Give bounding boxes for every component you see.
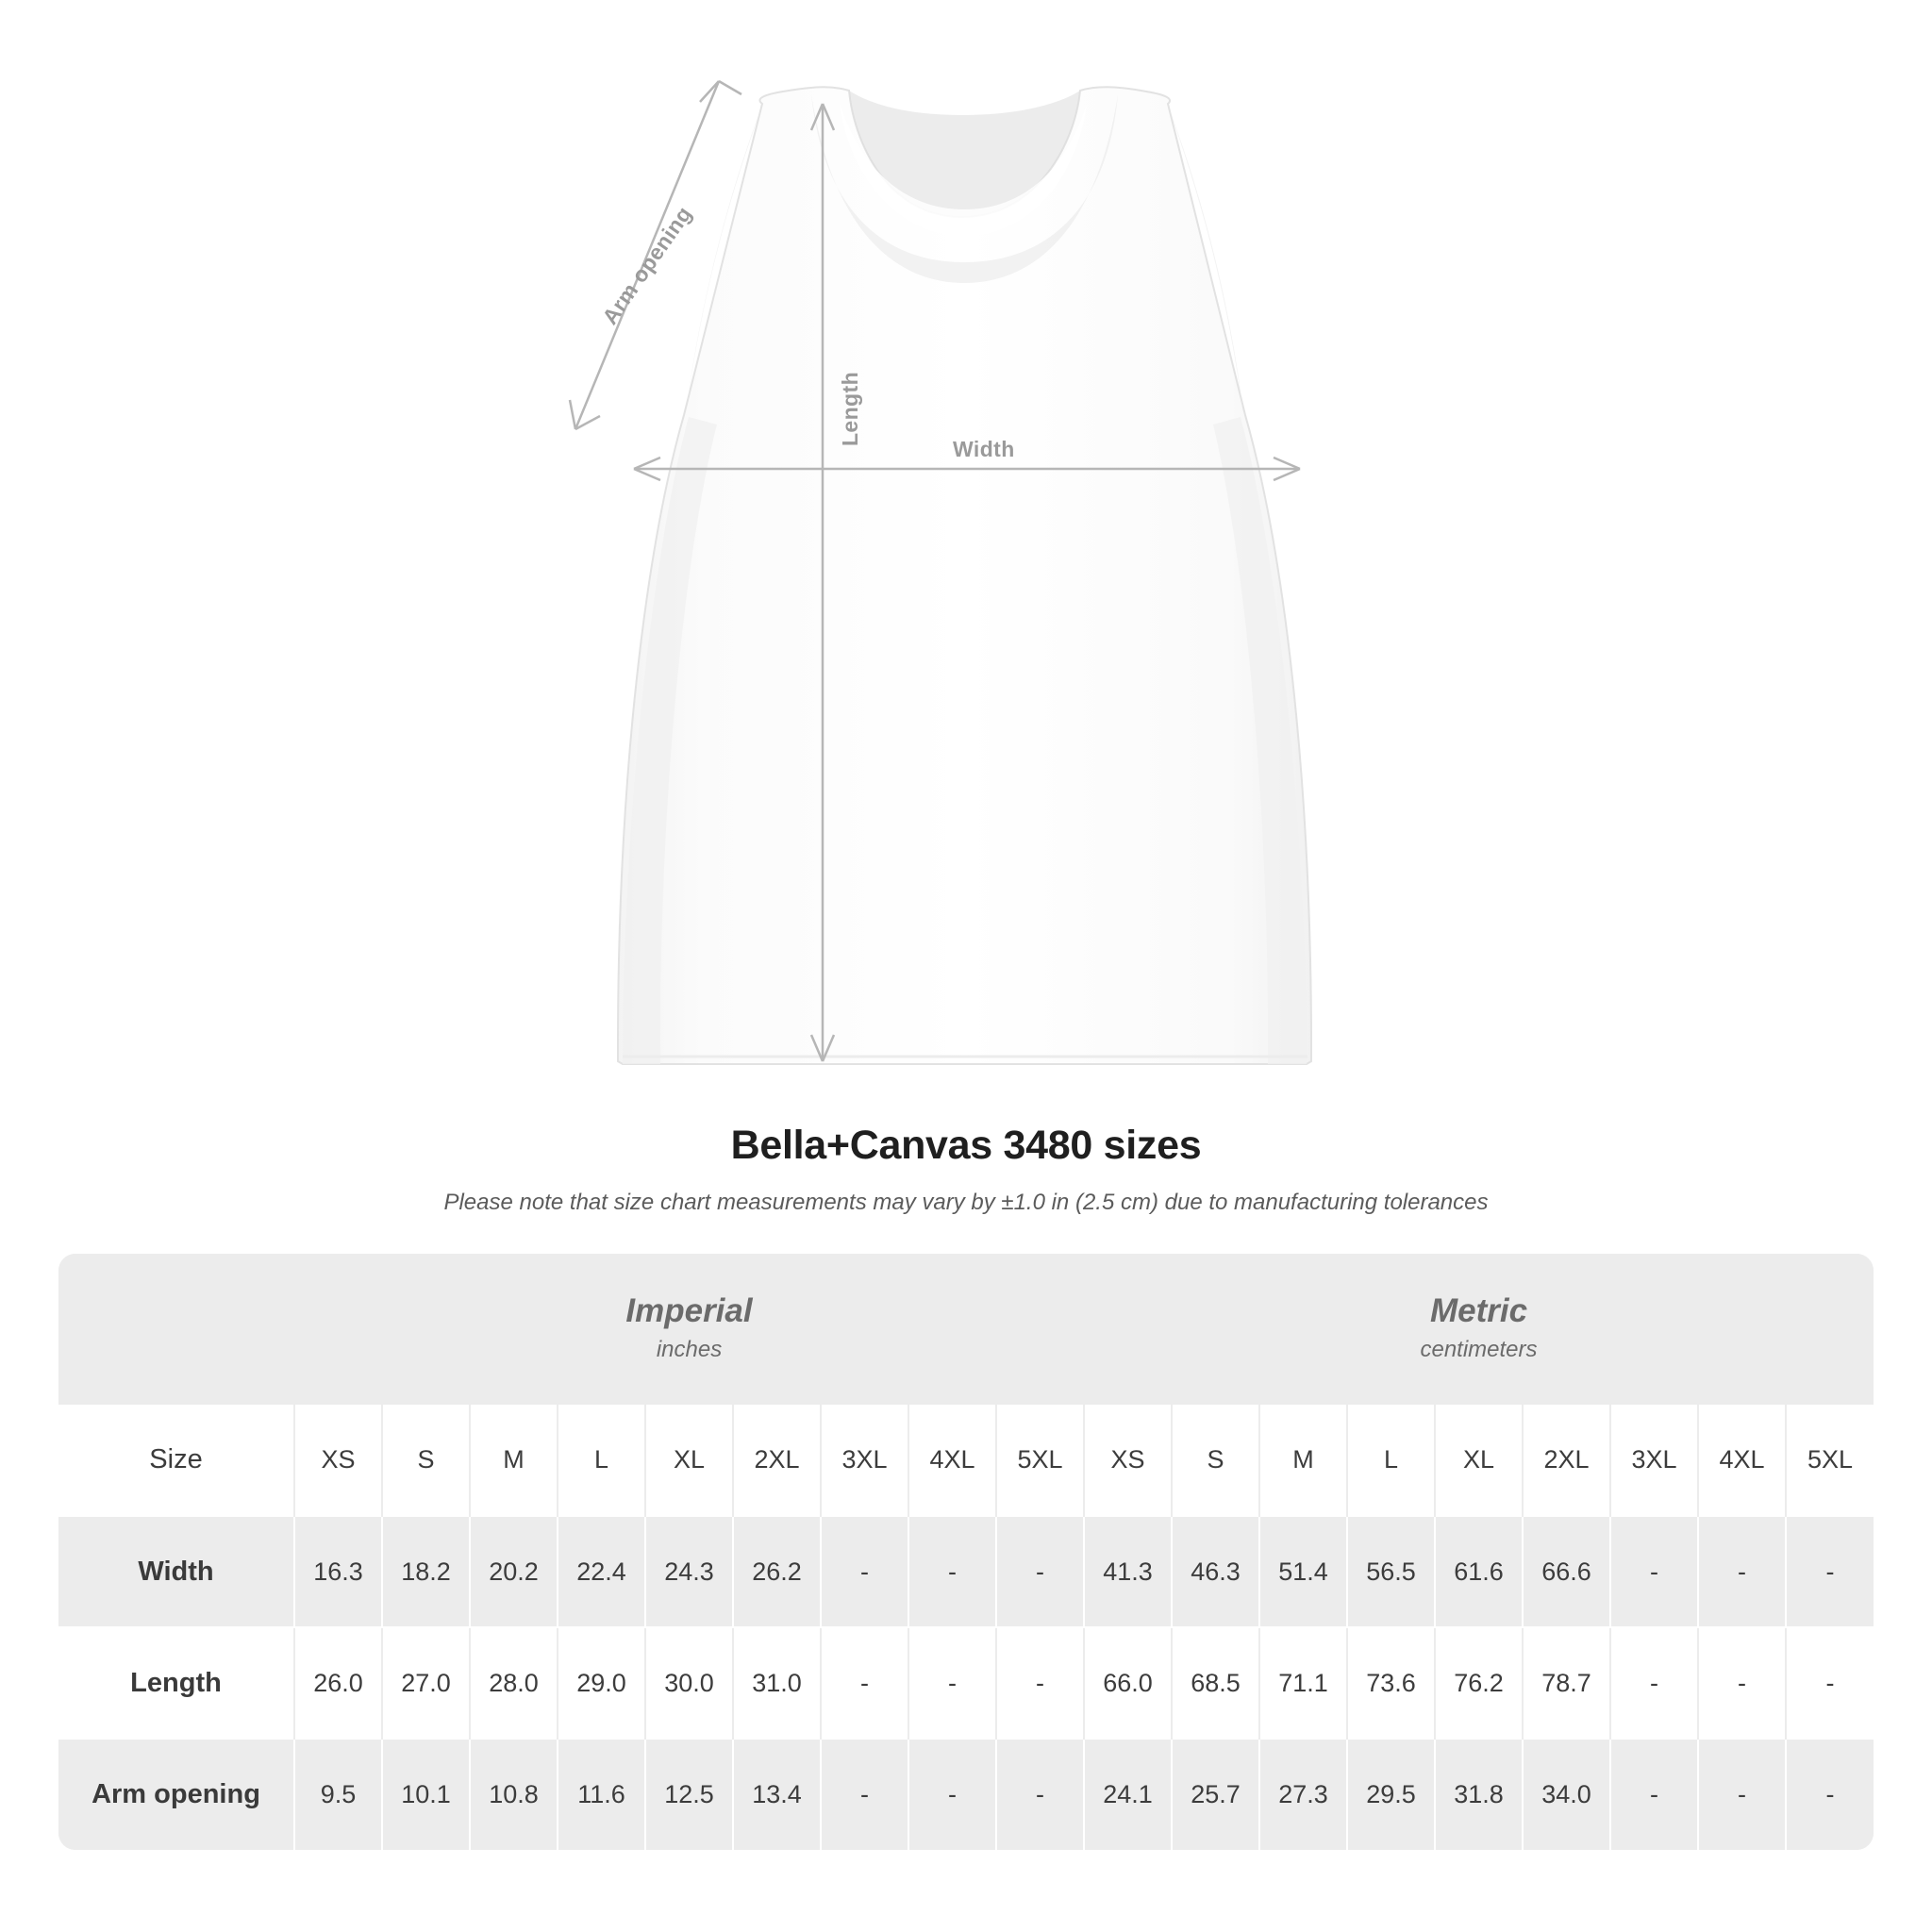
cell-width-metric-3xl: - (1610, 1516, 1698, 1627)
table-row (58, 1627, 1874, 1739)
cell-arm-imperial-3xl: - (821, 1739, 908, 1850)
cell-length-imperial-xl: 30.0 (645, 1627, 733, 1739)
cell-width-imperial-5xl: - (996, 1516, 1084, 1627)
size-header-metric-3xl: 3XL (1610, 1405, 1698, 1516)
size-header-label: Size (58, 1405, 294, 1516)
cell-width-metric-m: 51.4 (1259, 1516, 1347, 1627)
cell-width-metric-l: 56.5 (1347, 1516, 1435, 1627)
cell-width-imperial-l: 22.4 (558, 1516, 645, 1627)
cell-width-metric-s: 46.3 (1172, 1516, 1259, 1627)
cell-arm-imperial-xs: 9.5 (294, 1739, 382, 1850)
cell-length-metric-s: 68.5 (1172, 1627, 1259, 1739)
cell-arm-metric-xl: 31.8 (1435, 1739, 1523, 1850)
unit-imperial-sub: inches (656, 1336, 723, 1362)
cell-arm-imperial-l: 11.6 (558, 1739, 645, 1850)
unit-metric-sub: centimeters (1420, 1336, 1538, 1362)
cell-width-metric-4xl: - (1698, 1516, 1786, 1627)
size-header-row (58, 1405, 1874, 1516)
cell-length-metric-3xl: - (1610, 1627, 1698, 1739)
unit-header-metric (1084, 1254, 1874, 1405)
cell-width-imperial-3xl: - (821, 1516, 908, 1627)
cell-length-imperial-s: 27.0 (382, 1627, 470, 1739)
cell-arm-metric-xs: 24.1 (1084, 1739, 1172, 1850)
cell-width-metric-xl: 61.6 (1435, 1516, 1523, 1627)
length-dimension-label: Length (838, 371, 863, 447)
cell-length-metric-xl: 76.2 (1435, 1627, 1523, 1739)
table-row (58, 1516, 1874, 1627)
size-header-imperial-m: M (470, 1405, 558, 1516)
cell-length-imperial-4xl: - (908, 1627, 996, 1739)
cell-length-metric-l: 73.6 (1347, 1627, 1435, 1739)
cell-width-imperial-4xl: - (908, 1516, 996, 1627)
size-header-metric-5xl: 5XL (1786, 1405, 1874, 1516)
size-header-imperial-4xl: 4XL (908, 1405, 996, 1516)
cell-width-imperial-2xl: 26.2 (733, 1516, 821, 1627)
cell-arm-metric-3xl: - (1610, 1739, 1698, 1850)
table-row (58, 1739, 1874, 1850)
size-header-imperial-2xl: 2XL (733, 1405, 821, 1516)
unit-header-spacer (58, 1254, 294, 1405)
cell-width-metric-xs: 41.3 (1084, 1516, 1172, 1627)
cell-width-imperial-s: 18.2 (382, 1516, 470, 1627)
cell-width-imperial-m: 20.2 (470, 1516, 558, 1627)
size-header-metric-2xl: 2XL (1523, 1405, 1610, 1516)
cell-arm-imperial-m: 10.8 (470, 1739, 558, 1850)
cell-arm-imperial-s: 10.1 (382, 1739, 470, 1850)
cell-arm-imperial-2xl: 13.4 (733, 1739, 821, 1850)
size-table-wrapper (58, 1254, 1874, 1850)
unit-header-row (58, 1254, 1874, 1405)
size-header-metric-4xl: 4XL (1698, 1405, 1786, 1516)
cell-arm-metric-5xl: - (1786, 1739, 1874, 1850)
cell-arm-imperial-xl: 12.5 (645, 1739, 733, 1850)
cell-width-metric-5xl: - (1786, 1516, 1874, 1627)
cell-arm-imperial-4xl: - (908, 1739, 996, 1850)
size-header-metric-s: S (1172, 1405, 1259, 1516)
cell-arm-metric-s: 25.7 (1172, 1739, 1259, 1850)
size-header-metric-xl: XL (1435, 1405, 1523, 1516)
unit-imperial-name: Imperial (625, 1291, 753, 1329)
cell-length-imperial-5xl: - (996, 1627, 1084, 1739)
arm-opening-dimension-label: Arm opening (597, 201, 697, 329)
title-block (0, 1123, 1932, 1216)
unit-metric-name: Metric (1429, 1291, 1528, 1329)
size-header-imperial-xl: XL (645, 1405, 733, 1516)
cell-length-metric-2xl: 78.7 (1523, 1627, 1610, 1739)
row-label-length: Length (58, 1627, 294, 1739)
cell-length-imperial-m: 28.0 (470, 1627, 558, 1739)
size-header-metric-m: M (1259, 1405, 1347, 1516)
cell-arm-metric-m: 27.3 (1259, 1739, 1347, 1850)
cell-width-metric-2xl: 66.6 (1523, 1516, 1610, 1627)
tank-top-shape (618, 87, 1311, 1064)
cell-arm-metric-4xl: - (1698, 1739, 1786, 1850)
page-title: Bella+Canvas 3480 sizes (730, 1123, 1202, 1168)
cell-length-metric-5xl: - (1786, 1627, 1874, 1739)
size-header-metric-l: L (1347, 1405, 1435, 1516)
size-header-imperial-3xl: 3XL (821, 1405, 908, 1516)
cell-length-metric-xs: 66.0 (1084, 1627, 1172, 1739)
cell-length-imperial-3xl: - (821, 1627, 908, 1739)
tolerance-note: Please note that size chart measurements may vary by ±1.0 in (2.5 cm) due to manufacturing tolerances (443, 1190, 1489, 1215)
cell-arm-imperial-5xl: - (996, 1739, 1084, 1850)
size-table (58, 1254, 1874, 1850)
size-header-imperial-xs: XS (294, 1405, 382, 1516)
cell-arm-metric-2xl: 34.0 (1523, 1739, 1610, 1850)
size-header-imperial-l: L (558, 1405, 645, 1516)
cell-width-imperial-xs: 16.3 (294, 1516, 382, 1627)
row-label-arm-opening: Arm opening (58, 1739, 294, 1850)
cell-length-metric-4xl: - (1698, 1627, 1786, 1739)
width-dimension-label: Width (953, 437, 1015, 461)
cell-length-imperial-2xl: 31.0 (733, 1627, 821, 1739)
cell-arm-metric-l: 29.5 (1347, 1739, 1435, 1850)
size-header-imperial-s: S (382, 1405, 470, 1516)
size-header-metric-xs: XS (1084, 1405, 1172, 1516)
cell-length-imperial-xs: 26.0 (294, 1627, 382, 1739)
cell-length-metric-m: 71.1 (1259, 1627, 1347, 1739)
row-label-width: Width (58, 1516, 294, 1627)
cell-width-imperial-xl: 24.3 (645, 1516, 733, 1627)
cell-length-imperial-l: 29.0 (558, 1627, 645, 1739)
unit-header-imperial (294, 1254, 1084, 1405)
size-header-imperial-5xl: 5XL (996, 1405, 1084, 1516)
